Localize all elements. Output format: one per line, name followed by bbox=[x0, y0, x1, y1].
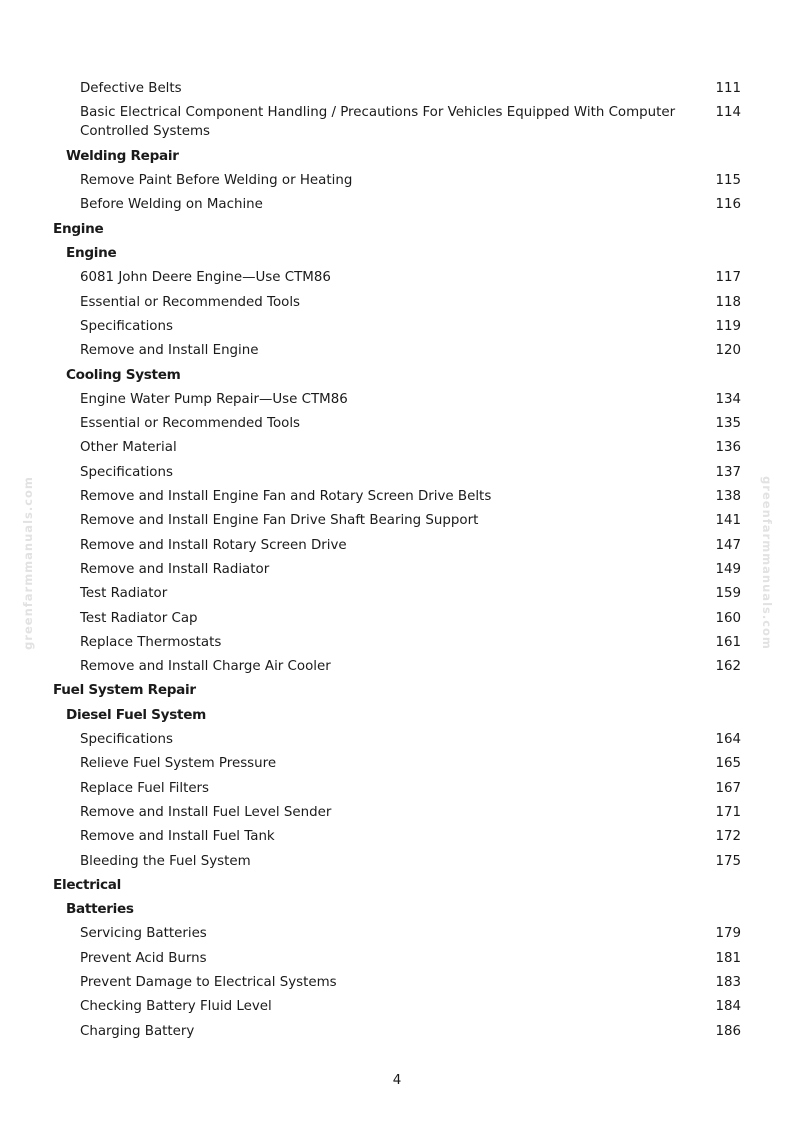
toc-section bbox=[0, 874, 794, 898]
toc-entry[interactable] bbox=[0, 266, 794, 290]
toc-title: Remove and Install Engine Fan Drive Shaft Bearing Support bbox=[80, 513, 479, 529]
toc-entry[interactable] bbox=[0, 485, 794, 509]
toc-subsection bbox=[0, 704, 794, 728]
toc-page-number: 111 bbox=[715, 81, 741, 96]
table-of-contents bbox=[0, 77, 794, 1044]
toc-entry[interactable] bbox=[0, 558, 794, 582]
toc-page-number: 116 bbox=[715, 197, 741, 213]
toc-subsection bbox=[0, 145, 794, 169]
toc-title: Bleeding the Fuel System bbox=[80, 853, 251, 869]
toc-page-number: 181 bbox=[715, 950, 741, 966]
toc-title: Prevent Acid Burns bbox=[80, 950, 207, 966]
toc-entry[interactable] bbox=[0, 995, 794, 1019]
toc-title: Remove and Install Engine Fan and Rotary Screen Drive Belts bbox=[80, 489, 492, 505]
toc-entry[interactable] bbox=[0, 77, 794, 101]
toc-title: Engine Water Pump Repair—Use CTM86 bbox=[80, 391, 348, 407]
toc-entry[interactable] bbox=[0, 607, 794, 631]
toc-entry[interactable] bbox=[0, 534, 794, 558]
toc-title: Diesel Fuel System bbox=[66, 706, 206, 723]
toc-page-number: 118 bbox=[715, 294, 741, 310]
toc-page-number: 114 bbox=[715, 105, 741, 121]
toc-title: Test Radiator Cap bbox=[80, 610, 198, 626]
toc-page-number: 164 bbox=[715, 732, 741, 748]
toc-title: Test Radiator bbox=[80, 586, 168, 602]
toc-title: Checking Battery Fluid Level bbox=[80, 999, 272, 1015]
toc-page-number: 184 bbox=[715, 999, 741, 1015]
toc-page-number: 119 bbox=[715, 318, 741, 334]
toc-title: Engine bbox=[66, 245, 117, 262]
toc-page-number: 134 bbox=[715, 391, 741, 407]
toc-page-number: 135 bbox=[715, 416, 741, 432]
toc-page-number: 165 bbox=[715, 756, 741, 772]
toc-entry[interactable] bbox=[0, 582, 794, 606]
toc-entry[interactable] bbox=[0, 193, 794, 217]
toc-page-number: 186 bbox=[715, 1023, 741, 1039]
toc-title: Fuel System Repair bbox=[53, 682, 196, 699]
toc-section bbox=[0, 679, 794, 703]
toc-page-number: 147 bbox=[715, 537, 741, 553]
toc-title: Defective Belts bbox=[80, 81, 182, 96]
toc-entry[interactable] bbox=[0, 1020, 794, 1044]
toc-page-number: 160 bbox=[715, 610, 741, 626]
toc-entry[interactable] bbox=[0, 850, 794, 874]
toc-title: Other Material bbox=[80, 440, 177, 456]
toc-entry[interactable] bbox=[0, 291, 794, 315]
toc-title: Remove and Install Engine bbox=[80, 343, 259, 359]
toc-page-number: 117 bbox=[715, 270, 741, 286]
toc-title: Prevent Damage to Electrical Systems bbox=[80, 974, 337, 990]
toc-entry[interactable] bbox=[0, 436, 794, 460]
toc-entry[interactable] bbox=[0, 825, 794, 849]
toc-title: Cooling System bbox=[66, 366, 181, 383]
toc-subsection bbox=[0, 242, 794, 266]
page-number: 4 bbox=[392, 1073, 402, 1088]
toc-entry[interactable] bbox=[0, 631, 794, 655]
toc-page-number: 171 bbox=[715, 804, 741, 820]
watermark-right: greenfarmmanuals.com bbox=[760, 476, 774, 650]
toc-title: Batteries bbox=[66, 901, 134, 918]
toc-page-number: 172 bbox=[715, 829, 741, 845]
toc-title: 6081 John Deere Engine—Use CTM86 bbox=[80, 270, 331, 286]
toc-entry[interactable] bbox=[0, 728, 794, 752]
toc-entry[interactable] bbox=[0, 412, 794, 436]
toc-page-number: 159 bbox=[715, 586, 741, 602]
toc-page-number: 149 bbox=[715, 561, 741, 577]
toc-entry[interactable] bbox=[0, 752, 794, 776]
toc-entry[interactable] bbox=[0, 801, 794, 825]
toc-title: Essential or Recommended Tools bbox=[80, 416, 301, 432]
toc-page-number: 183 bbox=[715, 974, 741, 990]
watermark-left: greenfarmmanuals.com bbox=[21, 476, 35, 650]
toc-entry[interactable] bbox=[0, 777, 794, 801]
toc-title: Welding Repair bbox=[66, 147, 179, 164]
toc-title: Basic Electrical Component Handling / Precautions For Vehicles Equipped With Computer Controlled Systems bbox=[80, 105, 676, 140]
toc-entry[interactable] bbox=[0, 101, 794, 145]
toc-title: Before Welding on Machine bbox=[80, 197, 263, 213]
toc-entry[interactable] bbox=[0, 169, 794, 193]
toc-title: Engine bbox=[53, 220, 104, 237]
toc-entry[interactable] bbox=[0, 461, 794, 485]
toc-title: Specifications bbox=[80, 732, 173, 748]
toc-title: Relieve Fuel System Pressure bbox=[80, 756, 277, 772]
toc-title: Remove and Install Fuel Level Sender bbox=[80, 804, 332, 820]
toc-title: Specifications bbox=[80, 318, 173, 334]
toc-page-number: 137 bbox=[715, 464, 741, 480]
toc-title: Electrical bbox=[53, 876, 121, 893]
toc-subsection bbox=[0, 364, 794, 388]
toc-entry[interactable] bbox=[0, 971, 794, 995]
toc-title: Specifications bbox=[80, 464, 173, 480]
toc-title: Remove and Install Fuel Tank bbox=[80, 829, 275, 845]
toc-subsection bbox=[0, 898, 794, 922]
toc-title: Remove and Install Charge Air Cooler bbox=[80, 659, 331, 675]
toc-section bbox=[0, 218, 794, 242]
toc-title: Remove Paint Before Welding or Heating bbox=[80, 173, 353, 189]
toc-title: Charging Battery bbox=[80, 1023, 195, 1039]
toc-entry[interactable] bbox=[0, 947, 794, 971]
toc-page-number: 161 bbox=[715, 634, 741, 650]
toc-page-number: 141 bbox=[715, 513, 741, 529]
toc-title: Replace Fuel Filters bbox=[80, 780, 210, 796]
toc-page-number: 120 bbox=[715, 343, 741, 359]
toc-title: Essential or Recommended Tools bbox=[80, 294, 301, 310]
toc-entry[interactable] bbox=[0, 509, 794, 533]
toc-title: Replace Thermostats bbox=[80, 634, 222, 650]
toc-page-number: 162 bbox=[715, 659, 741, 675]
toc-title: Remove and Install Rotary Screen Drive bbox=[80, 537, 347, 553]
toc-entry[interactable] bbox=[0, 339, 794, 363]
toc-title: Remove and Install Radiator bbox=[80, 561, 270, 577]
toc-page-number: 138 bbox=[715, 489, 741, 505]
toc-page-number: 167 bbox=[715, 780, 741, 796]
toc-page-number: 175 bbox=[715, 853, 741, 869]
toc-entry[interactable] bbox=[0, 922, 794, 946]
toc-entry[interactable] bbox=[0, 388, 794, 412]
toc-title: Servicing Batteries bbox=[80, 926, 207, 942]
toc-page-number: 115 bbox=[715, 173, 741, 189]
toc-entry[interactable] bbox=[0, 655, 794, 679]
toc-page-number: 179 bbox=[715, 926, 741, 942]
toc-entry[interactable] bbox=[0, 315, 794, 339]
toc-page-number: 136 bbox=[715, 440, 741, 456]
